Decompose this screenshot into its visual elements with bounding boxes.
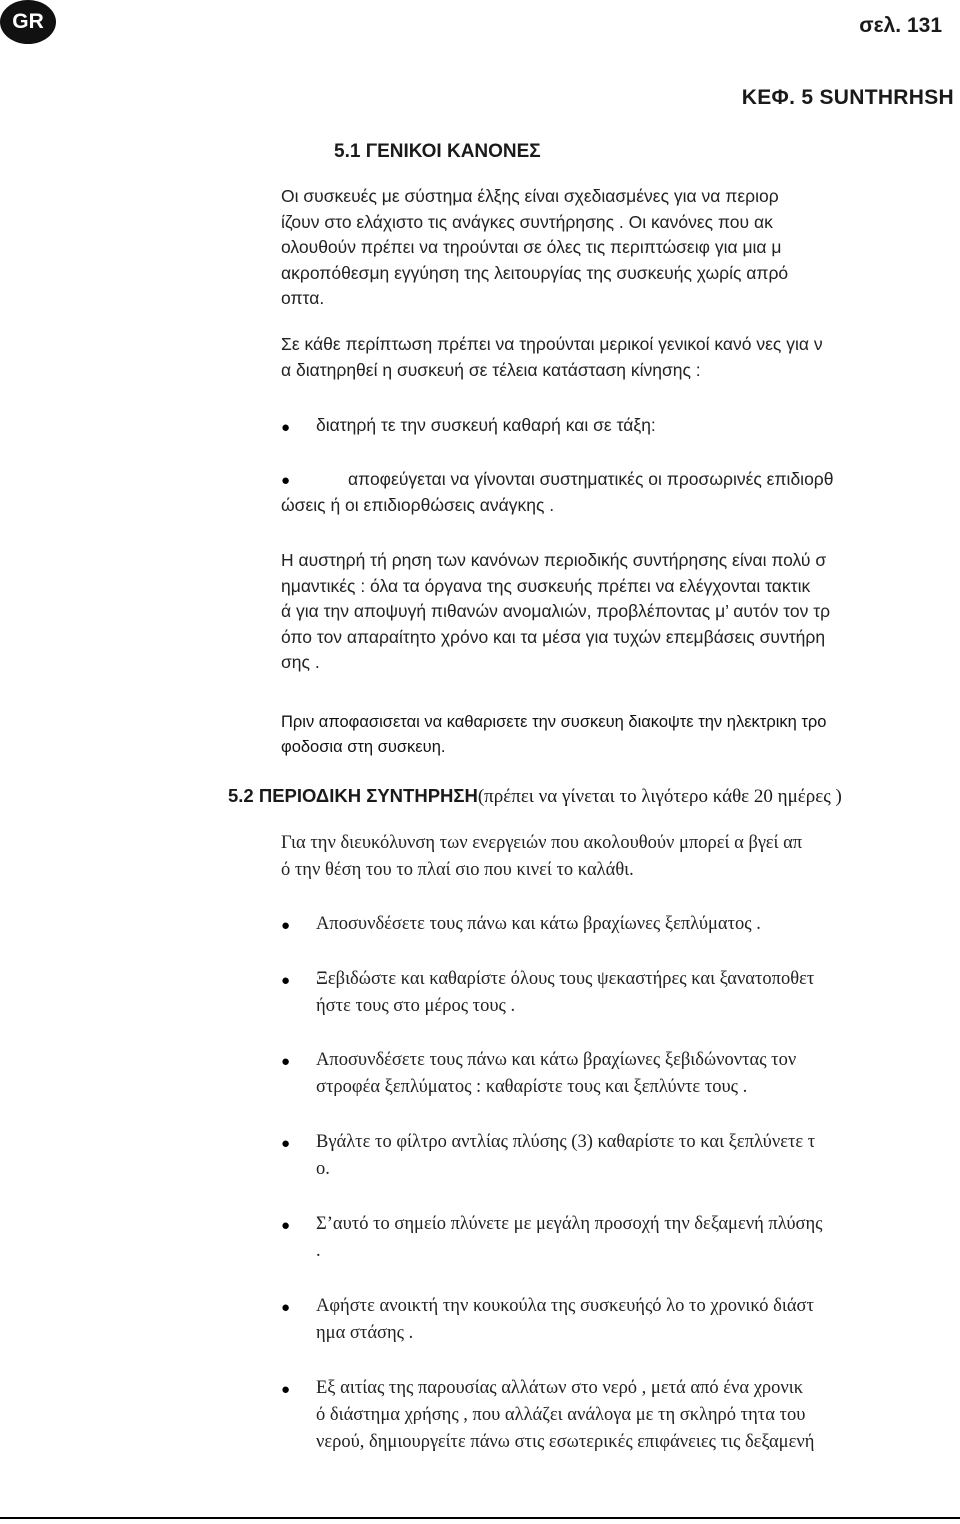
page-number: σελ. 131 [859,14,942,37]
bullet-icon: ● [281,1053,291,1070]
bullet-icon: ● [281,1381,291,1398]
footer-divider [0,1517,960,1519]
section-title-periodic-maintenance: 5.2 ΠΕΡΙΟΔΙΚΗ ΣΥΝΤΗΡΗΣΗ(πρέπει να γίνεται το λιγότερο κάθε 20 ημέρες ) [228,785,842,807]
bullet-icon: ● [281,419,291,436]
language-badge: GR [0,0,56,44]
list-item: Εξ αιτίας της παρουσίας αλλάτων στο νερό , μετά από ένα χρονικ ό διάστημα χρήσης , που αλλάζει ανάλογα με τη σκληρό τητα του νερού, δημιουργείτε πάνω στις εσωτερικές επιφάνειες τις δεξαμενή [316,1378,815,1452]
section-title-general-rules: 5.1 ΓΕΝΙΚΟΙ ΚΑΝΟΝΕΣ [334,141,541,162]
list-item: Ξεβιδώστε και καθαρίστε όλους τους ψεκαστήρες και ξανατοποθετ ήστε τους στο μέρος τους . [316,969,815,1016]
list-item: Βγάλτε το φίλτρο αντλίας πλύσης (3) καθαρίστε το και ξεπλύνετε τ ο. [316,1132,816,1179]
bullet-icon: ● [281,917,291,934]
paragraph-maintenance-intro: Για την διευκόλυνση των ενεργειών που ακολουθούν μπορεί α βγεί απ ό την θέση του το πλαί σιο που κινεί το καλάθι. [281,833,803,880]
bullet-keep-clean: διατηρή τε την συσκευή καθαρή και σε τάξη: [316,415,656,435]
chapter-title: ΚΕΦ. 5 SUNTHRHSH [741,86,954,109]
list-item: Αφήστε ανοικτή την κουκούλα της συσκευήςό λο το χρονικό διάστ ημα στάσης . [316,1296,814,1343]
warning-disconnect-power: Πριν αποφασισεται να καθαρισετε την συσκευη διακοψτε την ηλεκτρικη τρο φοδοσια στη συσκευη. [281,713,827,756]
bullet-avoid-temporary-repairs: αποφεύγεται να γίνονται συστηματικές οι προσωρινές επιδιορθ ώσεις ή οι επιδιορθώσεις ανάγκης . [281,469,834,515]
bullet-icon: ● [281,1135,291,1152]
paragraph-intro: Οι συσκευές με σύστημα έλξης είναι σχεδιασμένες για να περιορ ίζουν στο ελάχιστο τις ανάγκες συντήρησης . Οι κανόνες που ακ ολουθούν πρέπει να τηρούνται σε όλες τις περιπτώσειφ για μια μ ακροπόθεσμη εγγύηση της λειτουργίας της συσκευής χωρίς απρό οπτα. [281,186,789,308]
bullet-icon: ● [281,1299,291,1316]
list-item: Αποσυνδέσετε τους πάνω και κάτω βραχίωνες ξεπλύματος . [316,914,761,934]
paragraph-general-rules: Σε κάθε περίπτωση πρέπει να τηρούνται μερικοί γενικοί κανό νες για ν α διατηρηθεί η συσκευή σε τέλεια κατάσταση κίνησης : [281,334,823,380]
list-item: Αποσυνδέσετε τους πάνω και κάτω βραχίωνες ξεβιδώνοντας τον στροφέα ξεπλύματος : καθαρίστε τους και ξεπλύντε τους . [316,1050,797,1097]
bullet-icon: ● [281,972,291,989]
list-item: Σ’αυτό το σημείο πλύνετε με μεγάλη προσοχή την δεξαμενή πλύσης . [316,1214,823,1261]
paragraph-periodic-importance: Η αυστηρή τή ρηση των κανόνων περιοδικής συντήρησης είναι πολύ σ ημαντικές : όλα τα όργανα της συσκευής πρέπει να ελέγχονται τακτικ ά για την αποψυγή πιθανών ανομαλιών, προβλέποντας μ’ αυτόν τον τρ όπο τον απαραίτητο χρόνο και τα μέσα για τυχών επεμβάσεις συντήρη σης . [281,550,831,672]
bullet-icon: ● [281,472,291,489]
bullet-icon: ● [281,1217,291,1234]
